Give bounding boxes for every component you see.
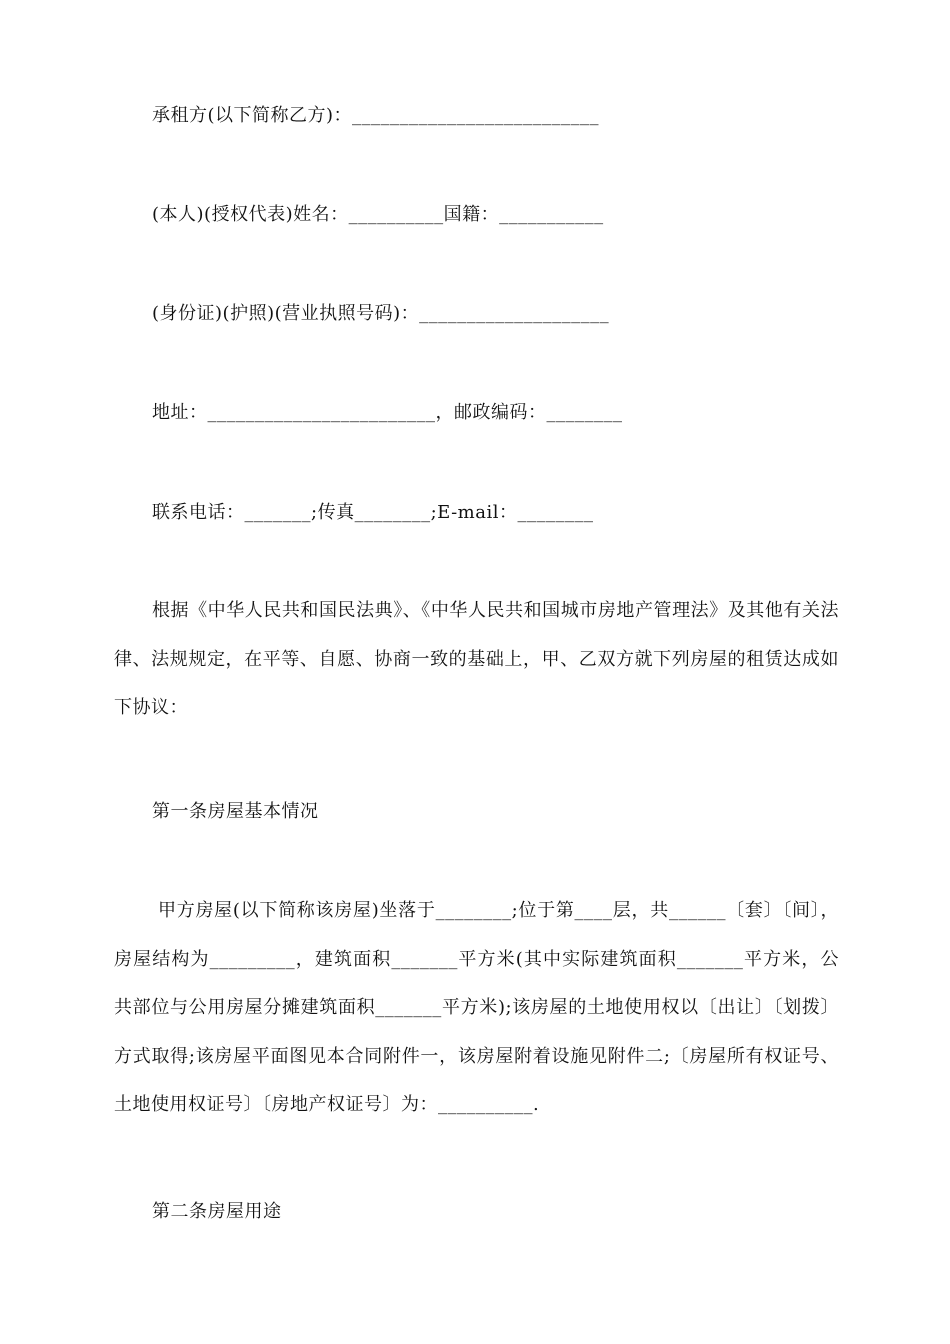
preamble-paragraph: 根据《中华人民共和国民法典》、《中华人民共和国城市房地产管理法》及其他有关法律、法规规定，在平等、自愿、协商一致的基础上，甲、乙双方就下列房屋的租赁达成如下协议： (114, 600, 839, 718)
contact-line: 联系电话：_______;传真________;E-mail：________ (152, 502, 594, 523)
article1-title: 第一条房屋基本情况 (152, 801, 319, 822)
article2-title: 第二条房屋用途 (152, 1201, 282, 1222)
article1-body: 甲方房屋(以下简称该房屋)坐落于________;位于第____层，共______〔套〕〔间〕，房屋结构为_________，建筑面积_______平方米(其中实际建筑面积_______平方米，公共部位与公用房屋分摊建筑面积_______平方米);该房屋的土地使用权以〔出让〕〔划拨〕方式取得;该房屋平面图见本合同附件一，该房屋附着设施见附件二;〔房屋所有权证号、土地使用权证号〕〔房地产权证号〕为：__________. (114, 900, 839, 1115)
address-postcode-line: 地址：________________________，邮政编码：________ (152, 402, 623, 423)
lessee-line: 承租方(以下简称乙方)：__________________________ (152, 105, 600, 126)
id-number-line: (身份证)(护照)(营业执照号码)：____________________ (152, 303, 610, 324)
name-nationality-line: (本人)(授权代表)姓名：__________国籍：___________ (152, 204, 604, 225)
